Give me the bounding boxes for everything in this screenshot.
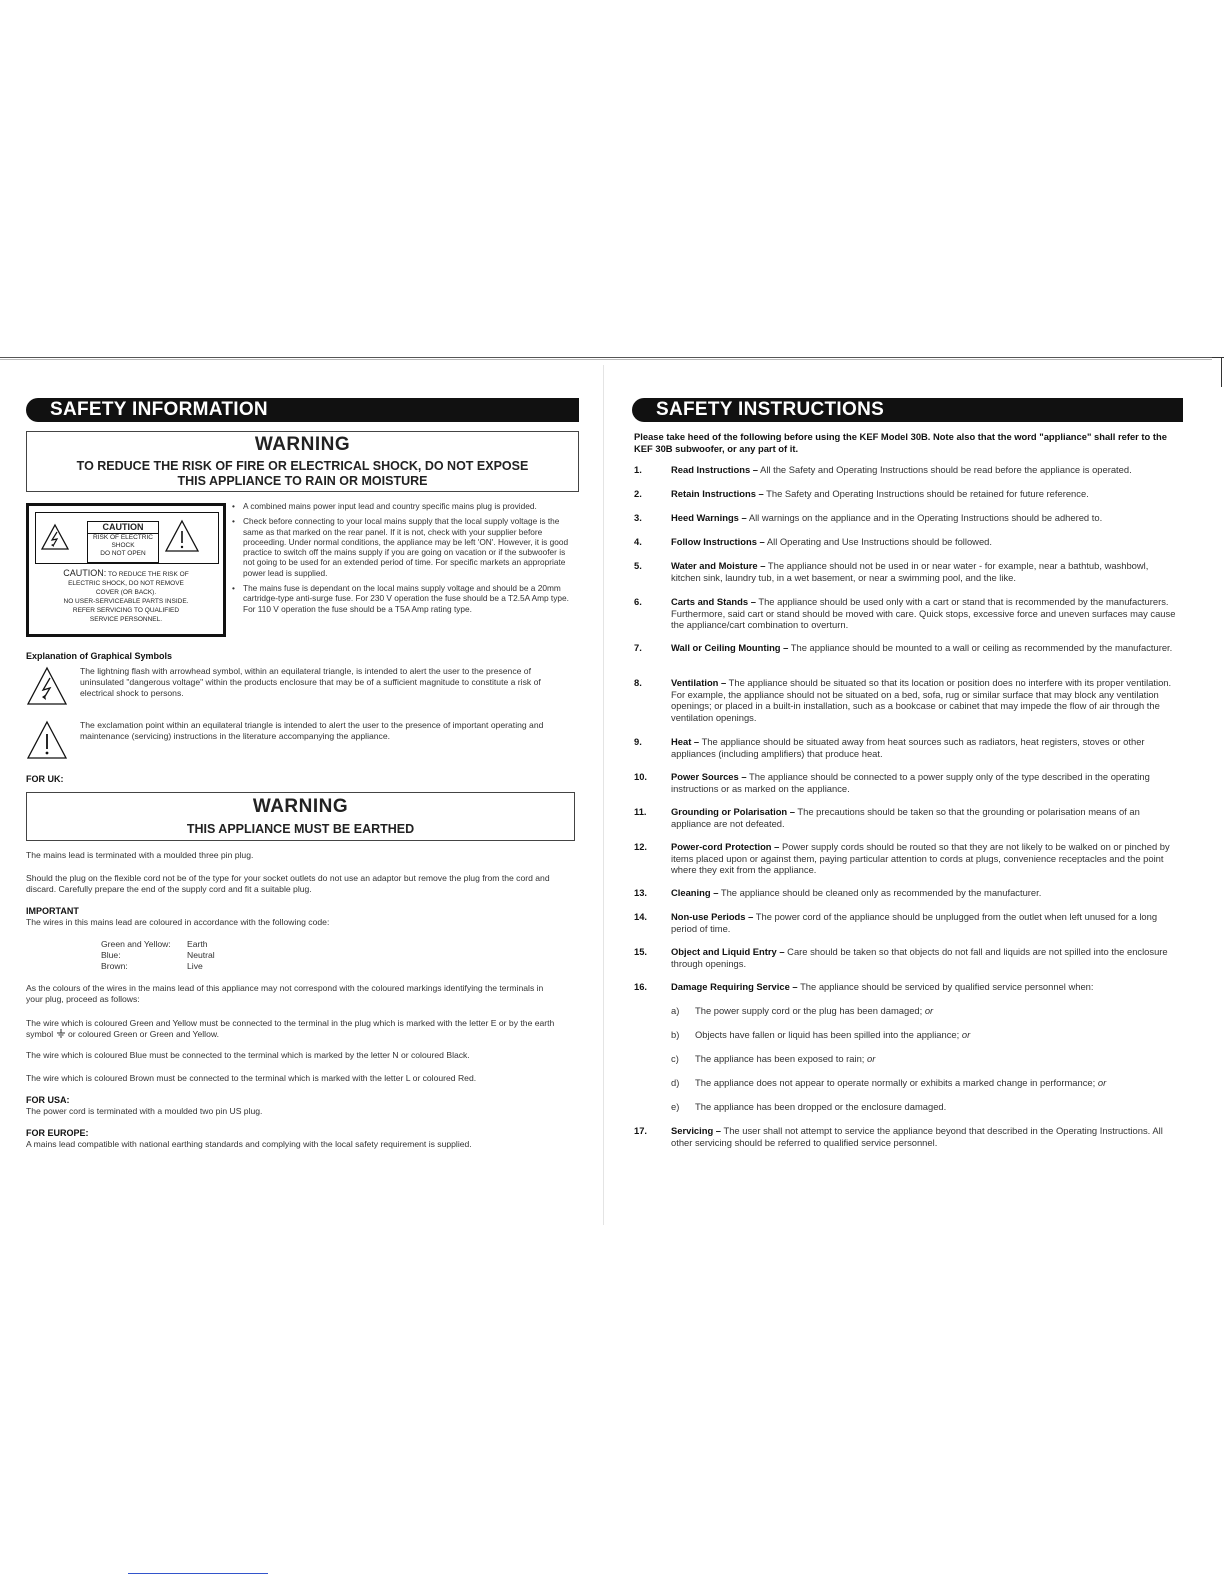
power-bullets xyxy=(232,501,573,619)
item-title: Follow Instructions – xyxy=(671,536,765,547)
item-title: Water and Moisture – xyxy=(671,560,766,571)
item-number: 13. xyxy=(634,887,648,898)
item-number: 14. xyxy=(634,911,648,922)
caution-text-line: COVER (OR BACK). xyxy=(95,589,157,596)
warning-box-earthed xyxy=(26,792,575,841)
item-number: 9. xyxy=(634,736,642,747)
item-title: Damage Requiring Service – xyxy=(671,981,798,992)
important-text: The wires in this mains lead are coloured in accordance with the following code: xyxy=(26,917,330,927)
item-body: The appliance should be connected to a power supply only of the type described in the operating instructions or as marked on the appliance. xyxy=(671,771,1150,794)
wire-row xyxy=(101,950,261,961)
green-yellow-paragraph xyxy=(26,1018,566,1040)
item-number: 8. xyxy=(634,677,642,688)
wire-colour: Brown: xyxy=(101,961,128,971)
item-text xyxy=(671,911,1179,934)
item-body: All the Safety and Operating Instructions should be read before the appliance is operated. xyxy=(760,464,1132,475)
subitem-body: The appliance has been dropped or the enclosure damaged. xyxy=(695,1101,947,1112)
header-title: SAFETY INSTRUCTIONS xyxy=(656,399,885,420)
caution-label-panel xyxy=(26,503,226,637)
for-uk-heading: FOR UK: xyxy=(26,774,64,784)
item-title: Grounding or Polarisation – xyxy=(671,806,795,817)
item-number: 1. xyxy=(634,464,642,475)
item-title: Power-cord Protection – xyxy=(671,841,780,852)
top-rule xyxy=(0,357,1212,358)
item-title: Cleaning – xyxy=(671,887,719,898)
item-text xyxy=(671,536,1179,548)
lightning-flash-symbol-icon xyxy=(26,666,68,706)
item-text xyxy=(671,488,1179,500)
item-number: 17. xyxy=(634,1125,648,1136)
usa-text: The power cord is terminated with a moulded two pin US plug. xyxy=(26,1106,263,1116)
item-text xyxy=(671,642,1179,654)
item-number: 7. xyxy=(634,642,642,653)
subitem-or: or xyxy=(961,1029,971,1040)
item-body: All warnings on the appliance and in the Operating Instructions should be adhered to. xyxy=(748,512,1103,523)
item-body: All Operating and Use Instructions should be followed. xyxy=(766,536,992,547)
item-body: Care should be taken so that objects do not fall and liquids are not spilled into the enclosure through openings. xyxy=(671,946,1168,969)
green-yellow-text: The wire which is coloured Green and Yellow must be connected to the terminal in the plug which is marked with the letter E or by the earth symbol xyxy=(26,1018,555,1039)
caution-text-line: ELECTRIC SHOCK, DO NOT REMOVE xyxy=(68,580,184,587)
bullet-item: • The mains fuse is dependant on the local mains supply voltage and should be a 20mm cartridge-type anti-surge fuse. For 230 V operation the fuse should be a T2.5A Amp type. For 110 V operation the fuse should be a T5A Amp rating type. xyxy=(232,583,573,614)
for-usa-heading: FOR USA: xyxy=(26,1095,70,1105)
wire-colour-table xyxy=(101,939,261,972)
bullet-item: • A combined mains power input lead and country specific mains plug is provided. xyxy=(232,501,573,511)
plug-paragraph: Should the plug on the flexible cord not be of the type for your socket outlets do not use an adaptor but remove the plug from the cord and discard. Carefully prepare the end of the supply cord and fit a suitable plug. xyxy=(26,873,550,894)
crop-mark-vertical xyxy=(1221,357,1222,387)
wire-row xyxy=(101,961,261,972)
item-text xyxy=(671,946,1179,969)
wire-colour: Blue: xyxy=(101,950,121,960)
colours-paragraph: As the colours of the wires in the mains lead of this appliance may not correspond with the coloured markings identifying the terminals in your plug, proceed as follows: xyxy=(26,983,544,1004)
item-body: The appliance should not be used in or near water - for example, near a bathtub, washbowl, kitchen sink, laundry tub, in a wet basement, or near a swimming pool, and the like. xyxy=(671,560,1149,583)
item-number: 2. xyxy=(634,488,642,499)
item-title: Wall or Ceiling Mounting – xyxy=(671,642,789,653)
green-yellow-text: or coloured Green or Green and Yellow. xyxy=(68,1029,219,1039)
earth-symbol-icon xyxy=(56,1029,66,1038)
item-body: Power supply cords should be routed so that they are not likely to be walked on or pinched by items placed upon or against them, paying particular attention to cords at plugs, convenience receptacles and the point where they exit from the appliance. xyxy=(671,841,1170,875)
for-europe-heading: FOR EUROPE: xyxy=(26,1128,89,1138)
subitem-body: The power supply cord or the plug has been damaged; xyxy=(695,1005,923,1016)
item-text xyxy=(671,560,1179,583)
bullet-item: • Check before connecting to your local mains supply that the local supply voltage is the same as that marked on the rear panel. If it is not, check with your supplier before proceeding. Under normal conditions, the appliance may be left 'ON'. However, it is good practice to switch off the mains supply if you are going on vacation or if the subwoofer is not going to be used for an extended period of time. For specific markets an appropriate power lead is supplied. xyxy=(232,516,573,578)
subitem-letter: b) xyxy=(671,1029,680,1040)
item-body: The precautions should be taken so that the grounding or polarisation means of an appliance are not defeated. xyxy=(671,806,1140,829)
warning-title: WARNING xyxy=(254,434,351,455)
caution-text-line: REFER SERVICING TO QUALIFIED xyxy=(72,607,180,614)
item-text xyxy=(671,1125,1179,1148)
item-body: The appliance should be used only with a cart or stand that is recommended by the manufacturers. Furthermore, said cart or stand should be moved with care. Quick stops, excessive force and uneven surfaces may cause the appliance/cart combination to overturn. xyxy=(671,596,1176,630)
subitem-text xyxy=(695,1005,1175,1017)
item-text xyxy=(671,596,1179,631)
warning-line-2: THIS APPLIANCE TO RAIN OR MOISTURE xyxy=(177,474,428,488)
caution-sticker xyxy=(35,512,219,564)
subitem-letter: d) xyxy=(671,1077,680,1088)
subitem-body: The appliance has been exposed to rain; xyxy=(695,1053,865,1064)
exclamation-symbol-explanation: The exclamation point within an equilateral triangle is intended to alert the user to the presence of important operating and maintenance (servicing) instructions in the literature accompanying the appliance. xyxy=(80,720,544,741)
item-body: The appliance should be situated so that its location or position does no interfere with its proper ventilation. For example, the appliance should not be situated on a bed, sofa, rug or similar surface that may block any ventilation openings; or placed in a built-in installation, such as a bookcase or cabinet that may impede the flow of air through the ventilation openings. xyxy=(671,677,1172,723)
subitem-letter: a) xyxy=(671,1005,680,1016)
brown-paragraph: The wire which is coloured Brown must be connected to the terminal which is marked with the letter L or coloured Red. xyxy=(26,1073,477,1083)
safety-information-header xyxy=(26,398,579,422)
item-title: Ventilation – xyxy=(671,677,727,688)
crop-mark xyxy=(1212,357,1224,358)
wire-name: Live xyxy=(187,961,203,971)
subitem-or: or xyxy=(1097,1077,1107,1088)
subitem-text xyxy=(695,1101,1175,1113)
item-title: Heed Warnings – xyxy=(671,512,747,523)
item-title: Power Sources – xyxy=(671,771,747,782)
top-rule-shadow xyxy=(0,359,1212,360)
safety-instructions-header xyxy=(632,398,1183,422)
subitem-text xyxy=(695,1077,1175,1089)
caution-label-title: CAUTION xyxy=(88,522,158,534)
item-number: 15. xyxy=(634,946,648,957)
page-fold xyxy=(603,365,604,1225)
item-text xyxy=(671,841,1179,876)
subitem-text xyxy=(695,1029,1175,1041)
warning-title: WARNING xyxy=(252,796,349,817)
item-number: 3. xyxy=(634,512,642,523)
item-body: The appliance should be cleaned only as recommended by the manufacturer. xyxy=(720,887,1042,898)
warning-box-moisture xyxy=(26,431,579,492)
item-text xyxy=(671,771,1179,794)
warning-line-1: TO REDUCE THE RISK OF FIRE OR ELECTRICAL SHOCK, DO NOT EXPOSE xyxy=(76,459,529,473)
item-number: 6. xyxy=(634,596,642,607)
item-title: Heat – xyxy=(671,736,700,747)
caution-text xyxy=(33,569,219,624)
item-text xyxy=(671,981,1179,993)
wire-row xyxy=(101,939,261,950)
subitem-body: Objects have fallen or liquid has been spilled into the appliance; xyxy=(695,1029,960,1040)
caution-text-line: TO REDUCE THE RISK OF xyxy=(108,571,189,578)
symbols-heading: Explanation of Graphical Symbols xyxy=(26,651,173,661)
item-number: 10. xyxy=(634,771,648,782)
item-body: The power cord of the appliance should be unplugged from the outlet when left unused for a long period of time. xyxy=(671,911,1158,934)
item-title: Object and Liquid Entry – xyxy=(671,946,785,957)
wire-name: Neutral xyxy=(187,950,215,960)
item-number: 16. xyxy=(634,981,648,992)
item-text xyxy=(671,677,1179,723)
item-text xyxy=(671,512,1179,524)
item-body: The appliance should be mounted to a wall or ceiling as recommended by the manufacturer. xyxy=(790,642,1173,653)
caution-text-line: NO USER-SERVICEABLE PARTS INSIDE. xyxy=(63,598,189,605)
item-number: 5. xyxy=(634,560,642,571)
exclamation-symbol-icon xyxy=(26,720,68,760)
caution-label-line: RISK OF ELECTRIC xyxy=(93,534,153,541)
caution-word: CAUTION: xyxy=(63,568,107,578)
item-text xyxy=(671,736,1179,759)
item-title: Servicing – xyxy=(671,1125,722,1136)
item-body: The appliance should be serviced by qualified service personnel when: xyxy=(800,981,1094,992)
europe-text: A mains lead compatible with national earthing standards and complying with the local safety requirement is supplied. xyxy=(26,1139,472,1149)
item-title: Read Instructions – xyxy=(671,464,758,475)
instructions-intro: Please take heed of the following before using the KEF Model 30B. Note also that the word "appliance" shall refer to the KEF 30B subwoofer, or any part of it. xyxy=(634,431,1167,454)
warning-earthed-line: THIS APPLIANCE MUST BE EARTHED xyxy=(186,822,415,836)
item-body: The appliance should be situated away from heat sources such as radiators, heat registers, stoves or other appliances (including amplifiers) that produce heat. xyxy=(671,736,1145,759)
item-number: 4. xyxy=(634,536,642,547)
lightning-triangle-icon xyxy=(40,523,70,551)
item-title: Non-use Periods – xyxy=(671,911,754,922)
blue-paragraph: The wire which is coloured Blue must be connected to the terminal which is marked by the letter N or coloured Black. xyxy=(26,1050,470,1060)
bottom-mark xyxy=(128,1573,268,1574)
header-title: SAFETY INFORMATION xyxy=(50,399,268,420)
exclamation-triangle-icon xyxy=(164,519,200,553)
subitem-letter: e) xyxy=(671,1101,680,1112)
subitem-or: or xyxy=(867,1053,876,1064)
item-number: 12. xyxy=(634,841,648,852)
item-text xyxy=(671,806,1179,829)
important-heading: IMPORTANT xyxy=(26,906,79,916)
item-body: The Safety and Operating Instructions should be retained for future reference. xyxy=(766,488,1089,499)
subitem-or: or xyxy=(924,1005,934,1016)
subitem-text xyxy=(695,1053,1175,1065)
item-text xyxy=(671,887,1179,899)
caution-label-line: DO NOT OPEN xyxy=(100,550,146,557)
wire-name: Earth xyxy=(187,939,208,949)
caution-label-line: SHOCK xyxy=(111,542,135,549)
lightning-symbol-explanation: The lightning flash with arrowhead symbol, within an equilateral triangle, is intended to alert the user to the presence of uninsulated "dangerous voltage" within the products enclosure that may be of a sufficient magnitude to constitute a risk of electrical shock to persons. xyxy=(80,666,541,698)
subitem-body: The appliance does not appear to operate normally or exhibits a marked change in performance; xyxy=(695,1077,1096,1088)
item-body: The user shall not attempt to service the appliance beyond that described in the Operating Instructions. All other servicing should be referred to qualified service personnel. xyxy=(671,1125,1163,1148)
caution-label xyxy=(87,521,159,563)
caution-text-line: SERVICE PERSONNEL. xyxy=(89,616,163,623)
subitem-letter: c) xyxy=(671,1053,679,1064)
item-text xyxy=(671,464,1179,476)
item-title: Retain Instructions – xyxy=(671,488,764,499)
item-title: Carts and Stands – xyxy=(671,596,756,607)
wire-colour: Green and Yellow: xyxy=(101,939,171,949)
item-number: 11. xyxy=(634,806,647,817)
mains-lead-paragraph: The mains lead is terminated with a moulded three pin plug. xyxy=(26,850,254,860)
